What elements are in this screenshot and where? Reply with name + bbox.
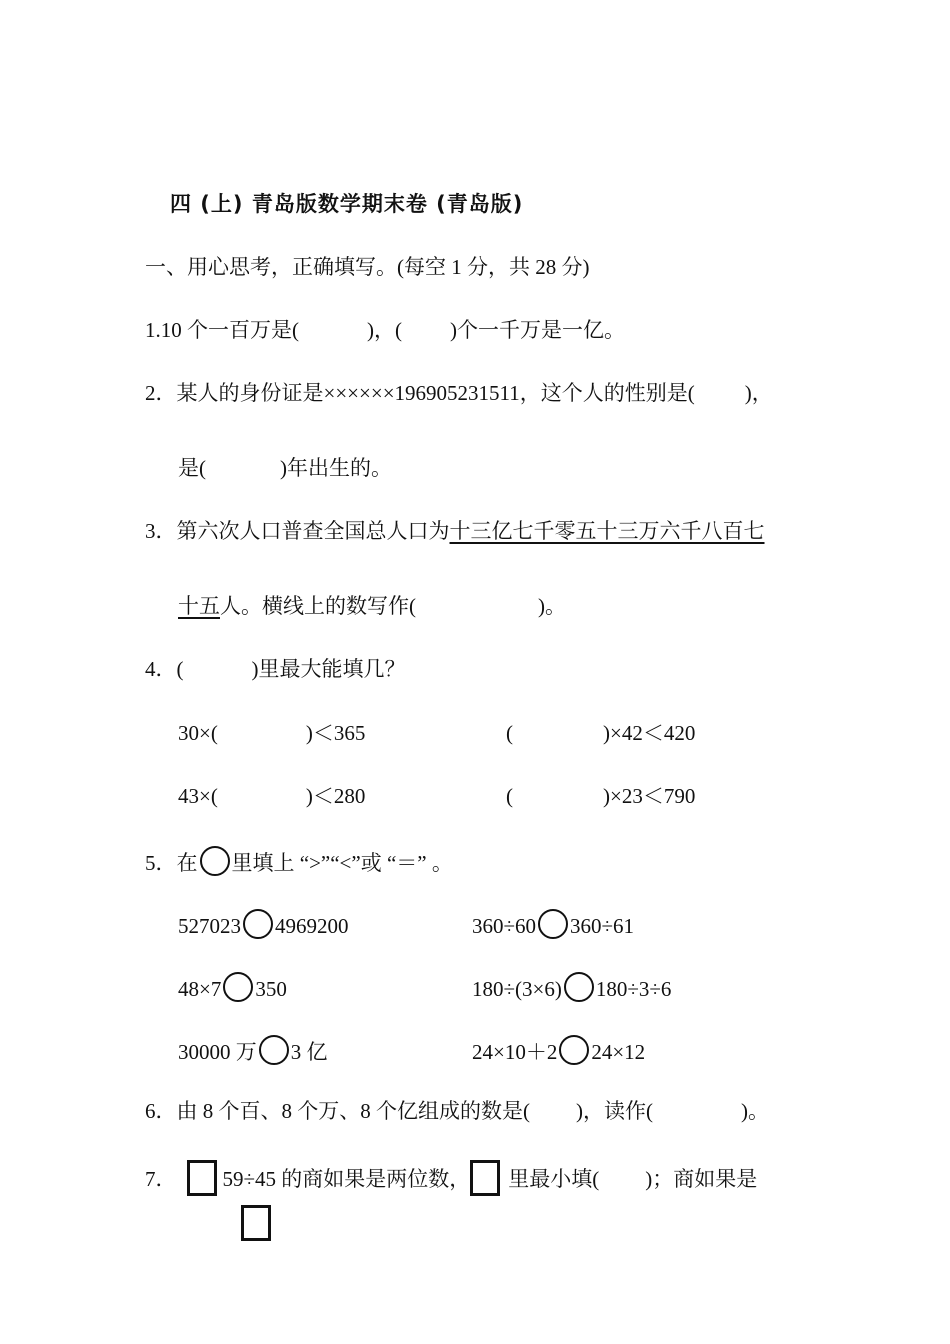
compare-circle[interactable]: [559, 1035, 589, 1065]
q6-text-b: )，读作(: [576, 1099, 653, 1123]
q6-text-a: 由 8 个百、8 个万、8 个亿组成的数是(: [176, 1099, 530, 1123]
q7-text-b: 里最小填(: [508, 1167, 600, 1191]
question-5: [145, 846, 453, 876]
compare-circle[interactable]: [259, 1035, 289, 1065]
compare-circle[interactable]: [564, 972, 594, 1002]
q2-text-c: 是(: [178, 456, 206, 480]
q5-item-right: 3 亿: [290, 1040, 328, 1064]
q4-item-right: )×23＜790: [603, 784, 696, 808]
square-box[interactable]: [241, 1205, 271, 1241]
q6-number: 6．: [145, 1099, 177, 1123]
q4-item-right: )＜280: [305, 784, 366, 808]
q5-item-right: 180÷3÷6: [595, 977, 672, 1001]
q4-item: [178, 783, 365, 809]
q3-text-a: 第六次人口普查全国总人口为: [176, 519, 450, 543]
q5-item-right: 350: [255, 977, 287, 1001]
q5-number: 5．: [145, 851, 177, 875]
q4-number: 4．: [145, 657, 177, 681]
compare-circle[interactable]: [223, 972, 253, 1002]
q2-number: 2．: [145, 381, 177, 405]
q4-item-left: (: [506, 721, 513, 745]
q7-text-c: )；商如果是: [645, 1167, 758, 1191]
question-4: [145, 656, 406, 682]
question-6: [145, 1098, 769, 1124]
q2-text-b: )，: [744, 381, 773, 405]
q2-text-d: )年出生的。: [280, 456, 392, 480]
q5-item-right: 4969200: [275, 914, 349, 938]
q3-number: 3．: [145, 519, 177, 543]
q5-text-a: 在: [176, 851, 198, 875]
question-3: [145, 518, 765, 544]
square-box[interactable]: [470, 1160, 500, 1196]
compare-circle[interactable]: [243, 909, 273, 939]
question-2: [145, 380, 773, 406]
q4-item-right: )＜365: [305, 721, 366, 745]
q3-text-b: 人。横线上的数写作(: [220, 594, 416, 618]
q3-underlined-number: 十三亿七千零五十三万六千八百七: [449, 519, 765, 543]
q5-item-left: 24×10＋2: [472, 1040, 558, 1064]
q2-text-a: 某人的身份证是××××××196905231511，这个人的性别是(: [176, 381, 695, 405]
q5-item-right: 360÷61: [570, 914, 635, 938]
q5-item-left: 360÷60: [472, 914, 537, 938]
circle-icon: [200, 846, 230, 876]
q5-item-left: 48×7: [178, 977, 222, 1001]
q1-text-b: )，(: [367, 318, 402, 342]
q4-item-left: (: [506, 784, 513, 808]
q5-item: [472, 972, 671, 1002]
q5-item: [472, 1035, 645, 1065]
question-2-cont: [178, 455, 392, 481]
q4-item: [506, 783, 695, 809]
q4-item-left: 43×(: [178, 784, 218, 808]
q1-text-a: 1.10 个一百万是(: [145, 318, 299, 342]
q4-item: [506, 720, 695, 746]
q5-item: [178, 909, 349, 939]
q5-item-right: 24×12: [591, 1040, 646, 1064]
q3-text-c: )。: [538, 594, 566, 618]
q5-item: [472, 909, 634, 939]
q5-item: [178, 972, 287, 1002]
q3-underlined-number-cont: 十五: [178, 594, 220, 618]
square-box[interactable]: [187, 1160, 217, 1196]
q1-text-c: )个一千万是一亿。: [450, 318, 625, 342]
q4-item: [178, 720, 365, 746]
question-7: [145, 1160, 757, 1196]
q4-item-right: )×42＜420: [603, 721, 696, 745]
q4-text-b: )里最大能填几？: [251, 657, 406, 681]
q5-text-b: 里填上 “>”“<”或 “＝” 。: [231, 851, 453, 875]
q5-item: [178, 1035, 328, 1065]
q7-box-cont: [241, 1205, 271, 1241]
q5-item-left: 527023: [178, 914, 241, 938]
q7-number: 7．: [145, 1167, 177, 1191]
section-heading: 一、用心思考，正确填写。(每空 1 分，共 28 分): [145, 255, 590, 279]
question-3-cont: [178, 593, 566, 619]
compare-circle[interactable]: [538, 909, 568, 939]
q4-text-a: (: [176, 657, 184, 681]
question-1: [145, 317, 625, 343]
q5-item-left: 30000 万: [178, 1040, 257, 1064]
page-title: 四 (上) 青岛版数学期末卷 (青岛版): [170, 192, 524, 216]
q7-text-a: 59÷45 的商如果是两位数，: [222, 1167, 471, 1191]
q5-item-left: 180÷(3×6): [472, 977, 562, 1001]
q4-item-left: 30×(: [178, 721, 218, 745]
q6-text-c: )。: [741, 1099, 769, 1123]
